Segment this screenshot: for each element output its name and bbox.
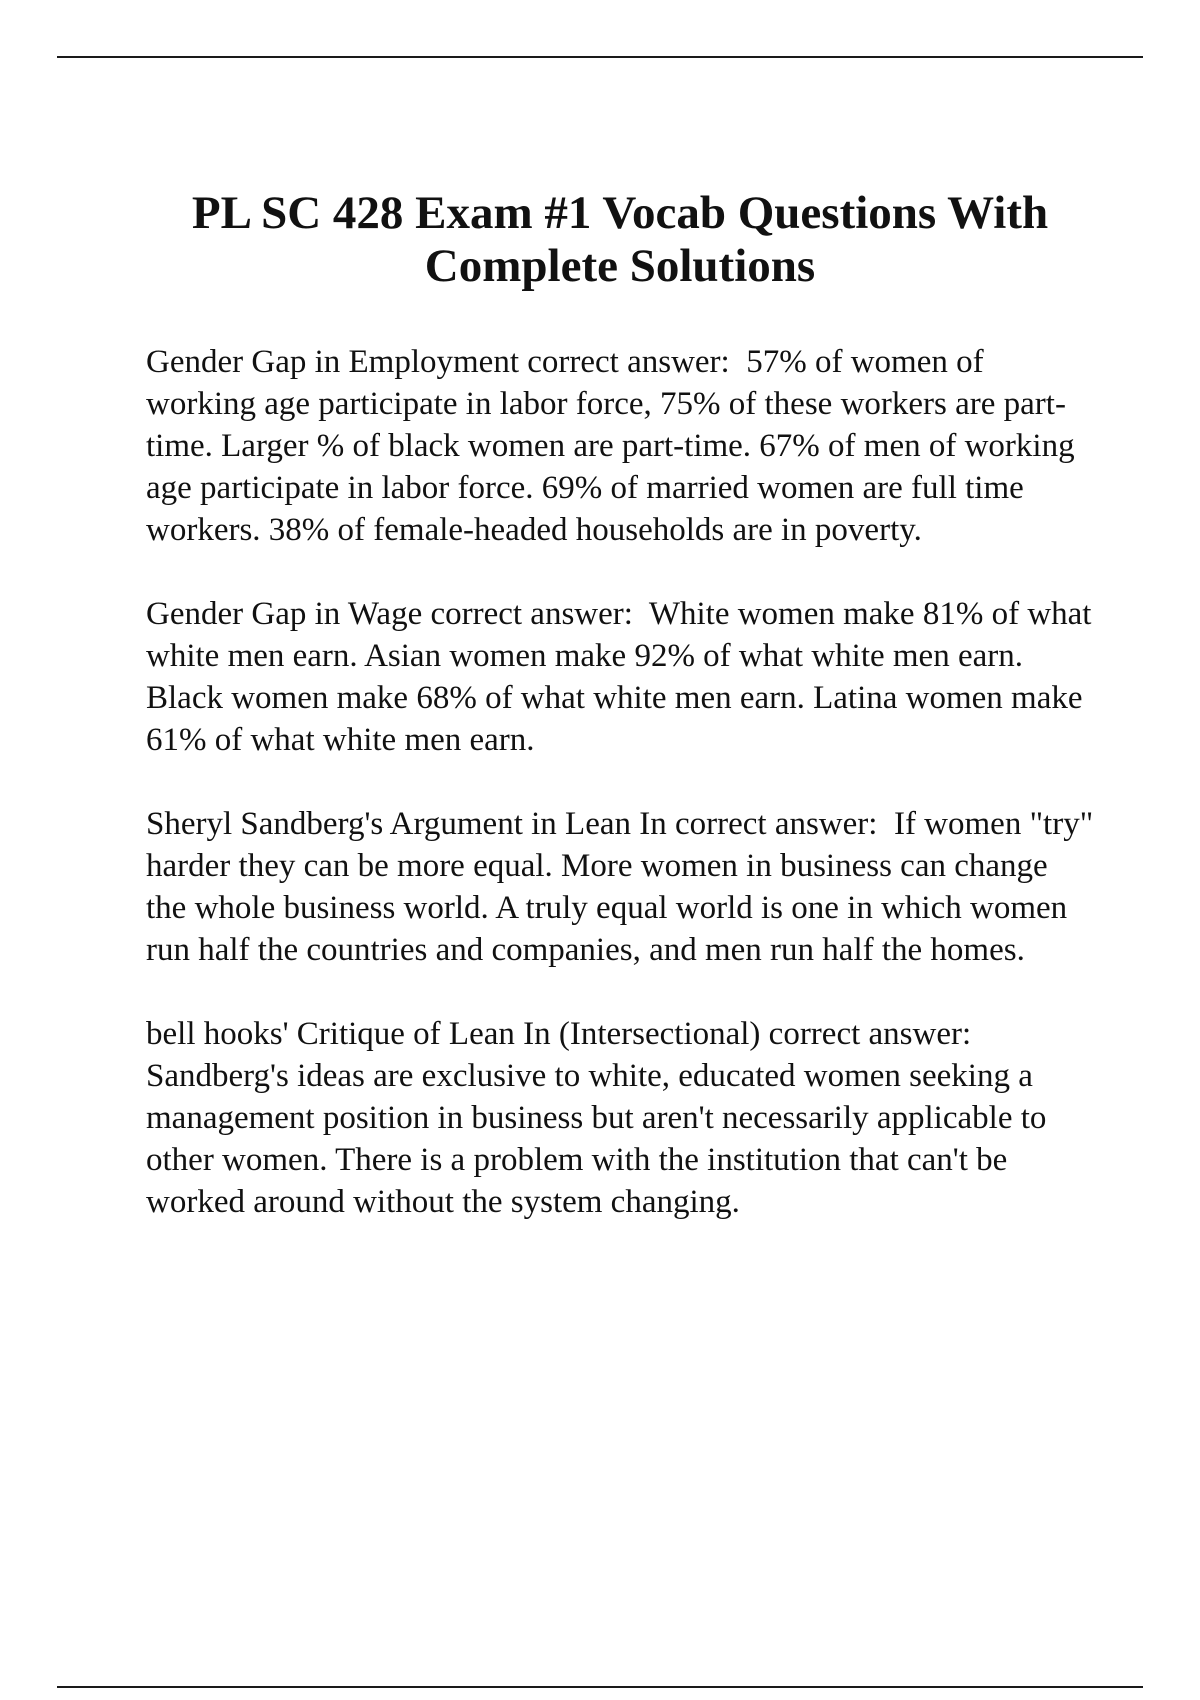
vocab-term: bell hooks' Critique of Lean In (Intersectional) (146, 1016, 761, 1052)
vocab-term: Gender Gap in Wage (146, 596, 423, 632)
vocab-answer: White women make 81% of what white men earn. Asian women make 92% of what white men earn. Black women make 68% of what white men earn. Latina women make 61% of what white men earn. (146, 596, 1100, 758)
document-body (146, 341, 1102, 1265)
footer-rule (57, 1686, 1143, 1688)
vocab-answer: Sandberg's ideas are exclusive to white, educated women seeking a management position in business but aren't necessarily applicable to other women. There is a problem with the institution that can't be worked around without the system changing. (146, 1058, 1055, 1220)
vocab-answer: If women "try" harder they can be more equal. More women in business can change the whole business world. A truly equal world is one in which women run half the countries and companies, and men run half the homes. (146, 806, 1102, 968)
vocab-entry (146, 593, 1100, 761)
document-title (60, 187, 1180, 293)
vocab-entry (146, 341, 1096, 551)
vocab-term: Sheryl Sandberg's Argument in Lean In (146, 806, 667, 842)
header-rule (57, 56, 1143, 58)
vocab-entry (146, 803, 1102, 971)
answer-marker: correct answer: (666, 806, 894, 842)
answer-marker: correct answer: (519, 344, 747, 380)
vocab-term: Gender Gap in Employment (146, 344, 519, 380)
title-line-1: PL SC 428 Exam #1 Vocab Questions With (191, 187, 1049, 239)
vocab-entry (146, 1013, 1096, 1223)
answer-marker: correct answer: (422, 596, 649, 632)
vocab-answer: 57% of women of working age participate in labor force, 75% of these workers are part-time. Larger % of black women are part-time. 67% of men of working age participate in labor force. 69% of married women are full time workers. 38% of female-headed households are in poverty. (146, 344, 1083, 548)
title-line-2: Complete Solutions (424, 240, 816, 292)
answer-marker: correct answer: (760, 1016, 988, 1052)
